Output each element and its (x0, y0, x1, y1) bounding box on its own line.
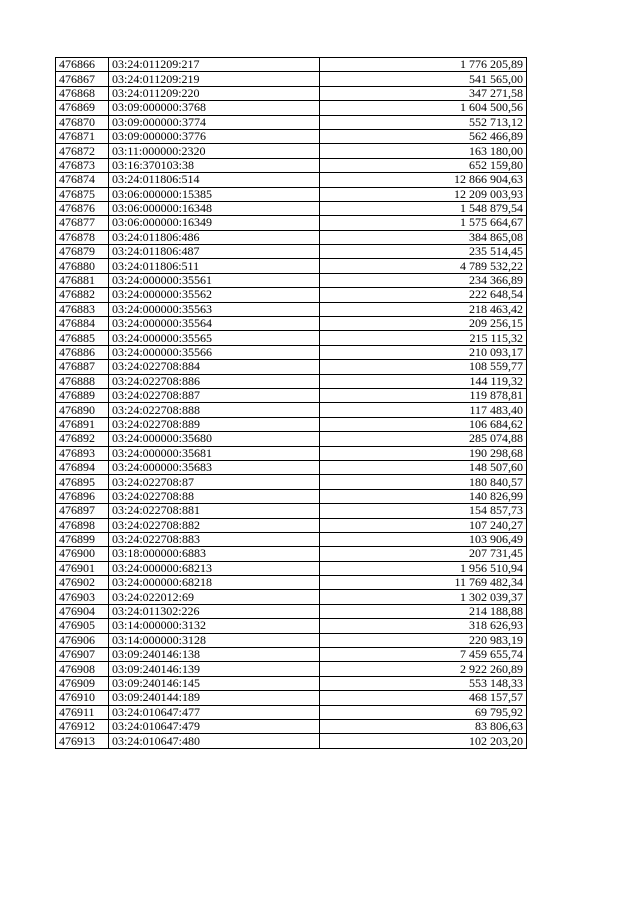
table-row (56, 201, 527, 215)
cadastral-number-cell: 03:24:011806:511 (109, 259, 320, 273)
row-number-cell: 476885 (56, 331, 109, 345)
table-row (56, 388, 527, 402)
cadastral-number-cell: 03:24:022708:884 (109, 360, 320, 374)
cadastral-value-cell: 215 115,32 (320, 331, 527, 345)
cadastral-number-cell: 03:24:000000:35566 (109, 345, 320, 359)
cadastral-number-cell: 03:09:000000:3768 (109, 101, 320, 115)
row-number-cell: 476880 (56, 259, 109, 273)
cadastral-number-cell: 03:24:011806:487 (109, 245, 320, 259)
row-number-cell: 476872 (56, 144, 109, 158)
cadastral-value-cell: 552 713,12 (320, 115, 527, 129)
row-number-cell: 476889 (56, 388, 109, 402)
table-row (56, 590, 527, 604)
row-number-cell: 476890 (56, 403, 109, 417)
cadastral-value-cell: 83 806,63 (320, 719, 527, 733)
cadastral-number-cell: 03:24:010647:480 (109, 734, 320, 748)
table-row (56, 446, 527, 460)
cadastral-value-cell: 107 240,27 (320, 518, 527, 532)
row-number-cell: 476900 (56, 547, 109, 561)
row-number-cell: 476877 (56, 216, 109, 230)
cadastral-number-cell: 03:24:000000:35562 (109, 288, 320, 302)
cadastral-number-cell: 03:24:000000:35681 (109, 446, 320, 460)
cadastral-number-cell: 03:24:022012:69 (109, 590, 320, 604)
row-number-cell: 476892 (56, 432, 109, 446)
cadastral-value-cell: 103 906,49 (320, 532, 527, 546)
row-number-cell: 476894 (56, 460, 109, 474)
row-number-cell: 476908 (56, 662, 109, 676)
table-row (56, 532, 527, 546)
table-row (56, 216, 527, 230)
cadastral-value-cell: 222 648,54 (320, 288, 527, 302)
row-number-cell: 476897 (56, 504, 109, 518)
cadastral-number-cell: 03:24:022708:88 (109, 489, 320, 503)
row-number-cell: 476903 (56, 590, 109, 604)
cadastral-number-cell: 03:09:240146:139 (109, 662, 320, 676)
cadastral-value-cell: 148 507,60 (320, 460, 527, 474)
table-row (56, 360, 527, 374)
cadastral-value-cell: 318 626,93 (320, 619, 527, 633)
cadastral-value-cell: 209 256,15 (320, 317, 527, 331)
cadastral-value-cell: 285 074,88 (320, 432, 527, 446)
cadastral-value-cell: 235 514,45 (320, 245, 527, 259)
cadastral-value-cell: 180 840,57 (320, 475, 527, 489)
cadastral-number-cell: 03:18:000000:6883 (109, 547, 320, 561)
table-row (56, 173, 527, 187)
cadastral-number-cell: 03:06:000000:15385 (109, 187, 320, 201)
cadastral-number-cell: 03:24:010647:479 (109, 719, 320, 733)
table-row (56, 345, 527, 359)
row-number-cell: 476913 (56, 734, 109, 748)
table-row (56, 633, 527, 647)
cadastral-number-cell: 03:09:240144:189 (109, 691, 320, 705)
row-number-cell: 476874 (56, 173, 109, 187)
cadastral-value-cell: 69 795,92 (320, 705, 527, 719)
row-number-cell: 476893 (56, 446, 109, 460)
cadastral-value-cell: 562 466,89 (320, 129, 527, 143)
row-number-cell: 476895 (56, 475, 109, 489)
table-body (56, 58, 527, 749)
row-number-cell: 476881 (56, 273, 109, 287)
row-number-cell: 476902 (56, 576, 109, 590)
table-row (56, 691, 527, 705)
row-number-cell: 476912 (56, 719, 109, 733)
cadastral-number-cell: 03:24:011209:220 (109, 86, 320, 100)
cadastral-value-cell: 163 180,00 (320, 144, 527, 158)
cadastral-value-cell: 12 209 003,93 (320, 187, 527, 201)
cadastral-value-cell: 210 093,17 (320, 345, 527, 359)
cadastral-value-cell: 119 878,81 (320, 388, 527, 402)
cadastral-value-cell: 347 271,58 (320, 86, 527, 100)
table-row (56, 576, 527, 590)
table-row (56, 158, 527, 172)
cadastral-value-cell: 207 731,45 (320, 547, 527, 561)
table-row (56, 115, 527, 129)
cadastral-number-cell: 03:06:000000:16348 (109, 201, 320, 215)
table-row (56, 619, 527, 633)
table-row (56, 475, 527, 489)
table-row (56, 86, 527, 100)
cadastral-value-cell: 190 298,68 (320, 446, 527, 460)
row-number-cell: 476878 (56, 230, 109, 244)
cadastral-number-cell: 03:09:000000:3774 (109, 115, 320, 129)
table-row (56, 518, 527, 532)
cadastral-value-cell: 4 789 532,22 (320, 259, 527, 273)
cadastral-number-cell: 03:11:000000:2320 (109, 144, 320, 158)
cadastral-value-cell: 7 459 655,74 (320, 648, 527, 662)
row-number-cell: 476891 (56, 417, 109, 431)
table-row (56, 734, 527, 748)
row-number-cell: 476866 (56, 58, 109, 72)
row-number-cell: 476899 (56, 532, 109, 546)
table-row (56, 489, 527, 503)
cadastral-number-cell: 03:24:000000:35680 (109, 432, 320, 446)
cadastral-number-cell: 03:24:000000:68218 (109, 576, 320, 590)
cadastral-number-cell: 03:24:022708:882 (109, 518, 320, 532)
cadastral-value-cell: 144 119,32 (320, 374, 527, 388)
row-number-cell: 476871 (56, 129, 109, 143)
table-row (56, 273, 527, 287)
table-row (56, 302, 527, 316)
cadastral-number-cell: 03:24:000000:35564 (109, 317, 320, 331)
cadastral-value-cell: 2 922 260,89 (320, 662, 527, 676)
cadastral-number-cell: 03:09:240146:138 (109, 648, 320, 662)
cadastral-number-cell: 03:24:011806:486 (109, 230, 320, 244)
cadastral-value-cell: 234 366,89 (320, 273, 527, 287)
row-number-cell: 476904 (56, 604, 109, 618)
cadastral-value-cell: 553 148,33 (320, 676, 527, 690)
row-number-cell: 476906 (56, 633, 109, 647)
row-number-cell: 476905 (56, 619, 109, 633)
cadastral-value-cell: 1 548 879,54 (320, 201, 527, 215)
table-row (56, 417, 527, 431)
table-row (56, 561, 527, 575)
cadastral-value-cell: 214 188,88 (320, 604, 527, 618)
cadastral-number-cell: 03:24:022708:888 (109, 403, 320, 417)
row-number-cell: 476876 (56, 201, 109, 215)
cadastral-value-cell: 220 983,19 (320, 633, 527, 647)
cadastral-number-cell: 03:24:022708:883 (109, 532, 320, 546)
table-row (56, 705, 527, 719)
row-number-cell: 476907 (56, 648, 109, 662)
cadastral-value-cell: 1 302 039,37 (320, 590, 527, 604)
cadastral-number-cell: 03:24:011209:219 (109, 72, 320, 86)
table-row (56, 374, 527, 388)
cadastral-number-cell: 03:24:000000:35561 (109, 273, 320, 287)
table-row (56, 101, 527, 115)
row-number-cell: 476896 (56, 489, 109, 503)
table-row (56, 662, 527, 676)
table-row (56, 648, 527, 662)
cadastral-number-cell: 03:24:010647:477 (109, 705, 320, 719)
table-row (56, 72, 527, 86)
cadastral-number-cell: 03:24:022708:887 (109, 388, 320, 402)
cadastral-value-cell: 1 604 500,56 (320, 101, 527, 115)
table-row (56, 547, 527, 561)
table-row (56, 187, 527, 201)
row-number-cell: 476887 (56, 360, 109, 374)
cadastral-value-cell: 140 826,99 (320, 489, 527, 503)
cadastral-value-cell: 102 203,20 (320, 734, 527, 748)
row-number-cell: 476910 (56, 691, 109, 705)
row-number-cell: 476868 (56, 86, 109, 100)
row-number-cell: 476886 (56, 345, 109, 359)
cadastral-value-cell: 117 483,40 (320, 403, 527, 417)
row-number-cell: 476911 (56, 705, 109, 719)
table-row (56, 676, 527, 690)
cadastral-number-cell: 03:24:022708:889 (109, 417, 320, 431)
cadastral-value-cell: 1 575 664,67 (320, 216, 527, 230)
cadastral-number-cell: 03:14:000000:3132 (109, 619, 320, 633)
cadastral-number-cell: 03:24:022708:87 (109, 475, 320, 489)
table-row (56, 331, 527, 345)
cadastral-value-cell: 154 857,73 (320, 504, 527, 518)
row-number-cell: 476873 (56, 158, 109, 172)
row-number-cell: 476888 (56, 374, 109, 388)
cadastral-value-cell: 652 159,80 (320, 158, 527, 172)
row-number-cell: 476883 (56, 302, 109, 316)
cadastral-number-cell: 03:24:011209:217 (109, 58, 320, 72)
row-number-cell: 476867 (56, 72, 109, 86)
row-number-cell: 476875 (56, 187, 109, 201)
cadastral-number-cell: 03:24:011806:514 (109, 173, 320, 187)
table-row (56, 504, 527, 518)
table-row (56, 259, 527, 273)
table-row (56, 432, 527, 446)
table-row (56, 58, 527, 72)
cadastral-number-cell: 03:16:370103:38 (109, 158, 320, 172)
row-number-cell: 476869 (56, 101, 109, 115)
cadastral-number-cell: 03:09:000000:3776 (109, 129, 320, 143)
cadastral-value-cell: 541 565,00 (320, 72, 527, 86)
table-row (56, 317, 527, 331)
table-row (56, 719, 527, 733)
table-row (56, 288, 527, 302)
cadastral-number-cell: 03:24:000000:35683 (109, 460, 320, 474)
cadastral-number-cell: 03:09:240146:145 (109, 676, 320, 690)
cadastral-value-cell: 1 776 205,89 (320, 58, 527, 72)
cadastral-number-cell: 03:24:000000:68213 (109, 561, 320, 575)
table-row (56, 403, 527, 417)
table-row (56, 604, 527, 618)
table-row (56, 144, 527, 158)
cadastral-value-cell: 384 865,08 (320, 230, 527, 244)
cadastral-value-cell: 108 559,77 (320, 360, 527, 374)
row-number-cell: 476898 (56, 518, 109, 532)
table-row (56, 245, 527, 259)
cadastral-value-cell: 1 956 510,94 (320, 561, 527, 575)
cadastral-number-cell: 03:06:000000:16349 (109, 216, 320, 230)
row-number-cell: 476909 (56, 676, 109, 690)
cadastral-number-cell: 03:14:000000:3128 (109, 633, 320, 647)
cadastral-number-cell: 03:24:000000:35565 (109, 331, 320, 345)
row-number-cell: 476901 (56, 561, 109, 575)
cadastral-number-cell: 03:24:022708:886 (109, 374, 320, 388)
row-number-cell: 476882 (56, 288, 109, 302)
cadastral-number-cell: 03:24:000000:35563 (109, 302, 320, 316)
row-number-cell: 476870 (56, 115, 109, 129)
table-row (56, 230, 527, 244)
cadastral-value-cell: 468 157,57 (320, 691, 527, 705)
row-number-cell: 476879 (56, 245, 109, 259)
row-number-cell: 476884 (56, 317, 109, 331)
table-row (56, 129, 527, 143)
cadastral-value-cell: 12 866 904,63 (320, 173, 527, 187)
cadastral-value-table (55, 57, 527, 749)
cadastral-value-cell: 106 684,62 (320, 417, 527, 431)
cadastral-value-cell: 11 769 482,34 (320, 576, 527, 590)
cadastral-number-cell: 03:24:011302:226 (109, 604, 320, 618)
table-row (56, 460, 527, 474)
cadastral-number-cell: 03:24:022708:881 (109, 504, 320, 518)
cadastral-value-cell: 218 463,42 (320, 302, 527, 316)
